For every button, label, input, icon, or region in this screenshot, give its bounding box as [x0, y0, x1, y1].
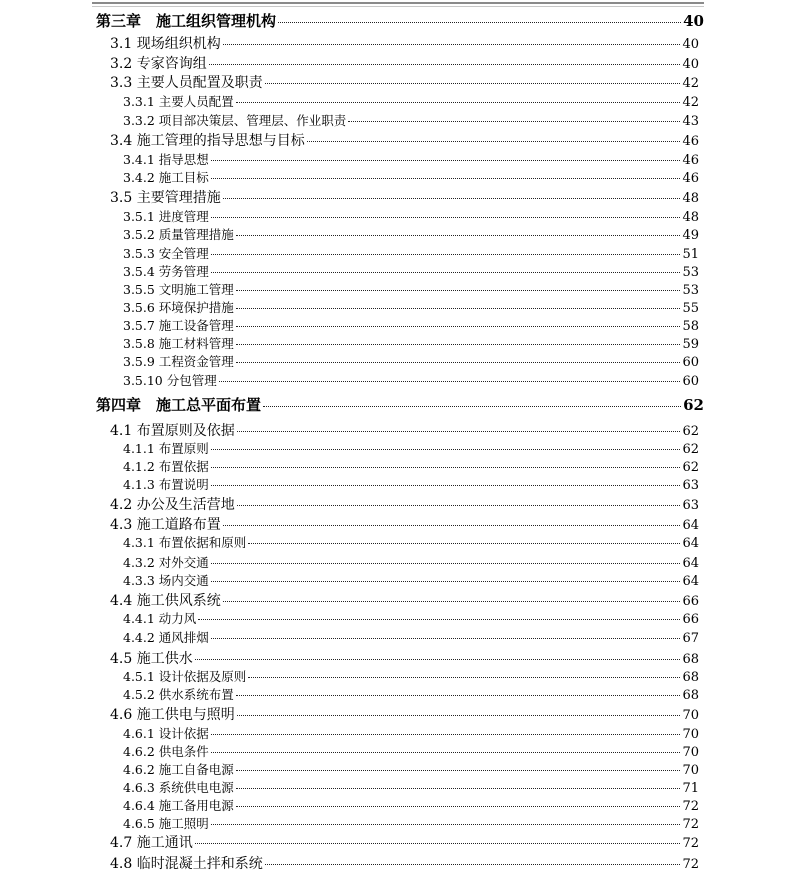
dot-leader — [236, 326, 681, 327]
toc-entry-sub[interactable] — [123, 334, 699, 352]
toc-entry-page: 40 — [682, 57, 699, 72]
dot-leader — [195, 659, 681, 660]
toc-entry-page: 72 — [682, 817, 699, 832]
toc-entry-sub[interactable] — [123, 280, 699, 298]
toc-entry-title: 4.4.2 通风排烟 — [123, 630, 209, 645]
toc-entry-page: 62 — [682, 460, 699, 475]
dot-leader — [237, 715, 681, 716]
dot-leader — [198, 619, 680, 620]
toc-entry-section[interactable] — [110, 853, 699, 872]
toc-entry-sub[interactable] — [123, 352, 699, 370]
header-rule-thin — [92, 6, 704, 7]
dot-leader — [211, 467, 681, 468]
toc-entry-page: 72 — [682, 799, 699, 814]
dot-leader — [236, 695, 681, 696]
toc-entry-title: 3.5.3 安全管理 — [123, 246, 209, 261]
toc-entry-page: 70 — [682, 727, 699, 742]
toc-entry-page: 68 — [682, 670, 699, 685]
toc-entry-page: 40 — [682, 37, 699, 52]
toc-entry-title: 4.1.1 布置原则 — [123, 441, 209, 456]
toc-entry-title: 4.3.3 场内交通 — [123, 573, 209, 588]
toc-entry-sub[interactable] — [123, 457, 699, 475]
toc-entry-title: 3.5.6 环境保护措施 — [123, 300, 234, 315]
toc-entry-title: 4.1.2 布置依据 — [123, 459, 209, 474]
dot-leader — [248, 677, 680, 678]
dot-leader — [265, 83, 681, 84]
dot-leader — [236, 235, 681, 236]
dot-leader — [263, 406, 681, 407]
dot-leader — [209, 64, 681, 65]
toc-entry-sub[interactable] — [123, 111, 699, 129]
toc-entry-sub[interactable] — [123, 533, 699, 551]
toc-entry-page: 49 — [682, 228, 699, 243]
dot-leader — [211, 272, 681, 273]
dot-leader — [211, 485, 681, 486]
toc-entry-title: 4.5.2 供水系统布置 — [123, 687, 234, 702]
toc-entry-title: 第三章 施工组织管理机构 — [96, 12, 277, 30]
dot-leader — [237, 431, 681, 432]
toc-entry-page: 64 — [682, 556, 699, 571]
toc-entry-sub[interactable] — [123, 150, 699, 168]
toc-entry-sub[interactable] — [123, 553, 699, 571]
toc-entry-sub[interactable] — [123, 262, 699, 280]
dot-leader — [236, 290, 681, 291]
toc-entry-sub[interactable] — [123, 667, 699, 685]
toc-entry-title: 4.6.3 系统供电电源 — [123, 780, 234, 795]
toc-entry-chapter[interactable] — [96, 394, 704, 414]
dot-leader — [211, 217, 681, 218]
toc-entry-page: 64 — [682, 574, 699, 589]
toc-entry-sub[interactable] — [123, 207, 699, 225]
dot-leader — [211, 734, 681, 735]
toc-entry-title: 3.5.4 劳务管理 — [123, 264, 209, 279]
dot-leader — [223, 601, 681, 602]
toc-entry-page: 70 — [682, 763, 699, 778]
dot-leader — [237, 505, 681, 506]
dot-leader — [236, 806, 681, 807]
toc-entry-page: 70 — [682, 745, 699, 760]
dot-leader — [278, 22, 681, 23]
toc-entry-title: 第四章 施工总平面布置 — [96, 396, 262, 414]
toc-entry-title: 4.6.1 设计依据 — [123, 726, 209, 741]
toc-entry-sub[interactable] — [123, 225, 699, 243]
dot-leader — [223, 525, 681, 526]
header-rule — [92, 2, 704, 4]
dot-leader — [195, 843, 681, 844]
toc-entry-sub[interactable] — [123, 475, 699, 493]
toc-entry-section[interactable] — [110, 130, 699, 149]
toc-entry-page: 48 — [682, 191, 699, 206]
dot-leader — [223, 198, 681, 199]
toc-entry-sub[interactable] — [123, 92, 699, 110]
toc-entry-title: 4.5.1 设计依据及原则 — [123, 669, 247, 684]
toc-entry-sub[interactable] — [123, 609, 699, 627]
toc-entry-title: 4.3.2 对外交通 — [123, 555, 209, 570]
dot-leader — [265, 864, 681, 865]
toc-entry-section[interactable] — [110, 494, 699, 513]
toc-entry-section[interactable] — [110, 648, 699, 667]
toc-entry-title: 3.5.10 分包管理 — [123, 373, 217, 388]
toc-entry-title: 4.1 布置原则及依据 — [110, 423, 235, 439]
toc-entry-sub[interactable] — [123, 628, 699, 646]
dot-leader — [211, 449, 681, 450]
dot-leader — [211, 160, 681, 161]
toc-entry-page: 62 — [683, 396, 704, 414]
toc-entry-page: 62 — [682, 442, 699, 457]
dot-leader — [248, 543, 680, 544]
toc-entry-section[interactable] — [110, 187, 699, 206]
toc-entry-page: 66 — [682, 594, 699, 609]
toc-entry-page: 51 — [682, 247, 699, 262]
toc-entry-page: 70 — [682, 708, 699, 723]
toc-entry-sub[interactable] — [123, 298, 699, 316]
toc-entry-title: 3.4.1 指导思想 — [123, 152, 209, 167]
dot-leader — [219, 381, 681, 382]
dot-leader — [211, 581, 681, 582]
toc-entry-sub[interactable] — [123, 168, 699, 186]
toc-entry-title: 3.5.7 施工设备管理 — [123, 318, 234, 333]
dot-leader — [236, 770, 681, 771]
toc-entry-page: 46 — [682, 171, 699, 186]
toc-entry-sub[interactable] — [123, 814, 699, 832]
toc-entry-section[interactable] — [110, 514, 699, 533]
toc-entry-sub[interactable] — [123, 439, 699, 457]
toc-entry-page: 55 — [682, 301, 699, 316]
toc-entry-page: 46 — [682, 153, 699, 168]
toc-entry-page: 63 — [682, 498, 699, 513]
toc-entry-section[interactable] — [110, 590, 699, 609]
dot-leader — [211, 178, 681, 179]
toc-entry-sub[interactable] — [123, 796, 699, 814]
dot-leader — [348, 121, 680, 122]
dot-leader — [211, 254, 681, 255]
toc-entry-page: 53 — [682, 283, 699, 298]
toc-entry-title: 3.4 施工管理的指导思想与目标 — [110, 133, 305, 149]
toc-entry-page: 46 — [682, 134, 699, 149]
toc-entry-title: 3.2 专家咨询组 — [110, 56, 207, 72]
toc-entry-title: 3.5.5 文明施工管理 — [123, 282, 234, 297]
toc-entry-page: 68 — [682, 652, 699, 667]
toc-entry-title: 3.3 主要人员配置及职责 — [110, 75, 263, 91]
toc-entry-page: 59 — [682, 337, 699, 352]
toc-entry-sub[interactable] — [123, 244, 699, 262]
toc-entry-sub[interactable] — [123, 760, 699, 778]
dot-leader — [236, 788, 681, 789]
toc-entry-page: 60 — [682, 374, 699, 389]
toc-entry-page: 72 — [682, 857, 699, 872]
dot-leader — [211, 824, 681, 825]
dot-leader — [211, 638, 681, 639]
toc-entry-title: 4.3 施工道路布置 — [110, 517, 221, 533]
dot-leader — [236, 344, 681, 345]
dot-leader — [211, 563, 681, 564]
toc-entry-title: 3.1 现场组织机构 — [110, 36, 221, 52]
toc-entry-page: 42 — [682, 95, 699, 110]
toc-entry-title: 4.4 施工供风系统 — [110, 593, 221, 609]
toc-entry-sub[interactable] — [123, 724, 699, 742]
toc-entry-section[interactable] — [110, 832, 699, 851]
toc-entry-title: 4.1.3 布置说明 — [123, 477, 209, 492]
toc-entry-page: 58 — [682, 319, 699, 334]
toc-entry-page: 62 — [682, 424, 699, 439]
toc-entry-title: 4.3.1 布置依据和原则 — [123, 535, 247, 550]
toc-entry-title: 4.6.2 施工自备电源 — [123, 762, 234, 777]
toc-entry-title: 4.6.2 供电条件 — [123, 744, 209, 759]
toc-entry-title: 4.5 施工供水 — [110, 651, 193, 667]
toc-entry-title: 3.4.2 施工目标 — [123, 170, 209, 185]
dot-leader — [236, 102, 681, 103]
toc-entry-sub[interactable] — [123, 571, 699, 589]
toc-entry-title: 3.5.9 工程资金管理 — [123, 354, 234, 369]
toc-entry-section[interactable] — [110, 33, 699, 52]
toc-entry-title: 3.5.2 质量管理措施 — [123, 227, 234, 242]
toc-entry-page: 53 — [682, 265, 699, 280]
toc-entry-sub[interactable] — [123, 742, 699, 760]
toc-entry-sub[interactable] — [123, 316, 699, 334]
toc-entry-title: 3.3.1 主要人员配置 — [123, 94, 234, 109]
toc-entry-page: 67 — [682, 631, 699, 646]
toc-entry-page: 66 — [682, 612, 699, 627]
toc-entry-page: 64 — [682, 518, 699, 533]
toc-entry-page: 64 — [682, 536, 699, 551]
dot-leader — [236, 308, 681, 309]
dot-leader — [223, 44, 681, 45]
toc-entry-title: 3.5.8 施工材料管理 — [123, 336, 234, 351]
toc-entry-title: 4.7 施工通讯 — [110, 835, 193, 851]
toc-entry-page: 43 — [682, 114, 699, 129]
dot-leader — [307, 141, 681, 142]
toc-entry-title: 3.3.2 项目部决策层、管理层、作业职责 — [123, 113, 347, 128]
toc-entry-title: 4.6.4 施工备用电源 — [123, 798, 234, 813]
toc-entry-page: 71 — [682, 781, 699, 796]
toc-entry-section[interactable] — [110, 420, 699, 439]
toc-entry-title: 3.5.1 进度管理 — [123, 209, 209, 224]
toc-entry-page: 68 — [682, 688, 699, 703]
toc-entry-chapter[interactable] — [96, 10, 704, 30]
toc-entry-sub[interactable] — [123, 371, 699, 389]
toc-entry-page: 42 — [682, 76, 699, 91]
toc-entry-page: 72 — [682, 836, 699, 851]
toc-entry-title: 4.6.5 施工照明 — [123, 816, 209, 831]
toc-entry-page: 63 — [682, 478, 699, 493]
toc-entry-section[interactable] — [110, 72, 699, 91]
toc-entry-title: 4.8 临时混凝土拌和系统 — [110, 856, 263, 872]
toc-entry-sub[interactable] — [123, 685, 699, 703]
toc-entry-sub[interactable] — [123, 778, 699, 796]
toc-entry-title: 4.6 施工供电与照明 — [110, 707, 235, 723]
toc-entry-title: 4.2 办公及生活营地 — [110, 497, 235, 513]
toc-entry-page: 48 — [682, 210, 699, 225]
toc-entry-section[interactable] — [110, 53, 699, 72]
toc-entry-title: 4.4.1 动力风 — [123, 611, 197, 626]
toc-entry-page: 60 — [682, 355, 699, 370]
toc-entry-page: 40 — [683, 12, 704, 30]
toc-entry-section[interactable] — [110, 704, 699, 723]
toc-entry-title: 3.5 主要管理措施 — [110, 190, 221, 206]
dot-leader — [211, 752, 681, 753]
dot-leader — [236, 362, 681, 363]
